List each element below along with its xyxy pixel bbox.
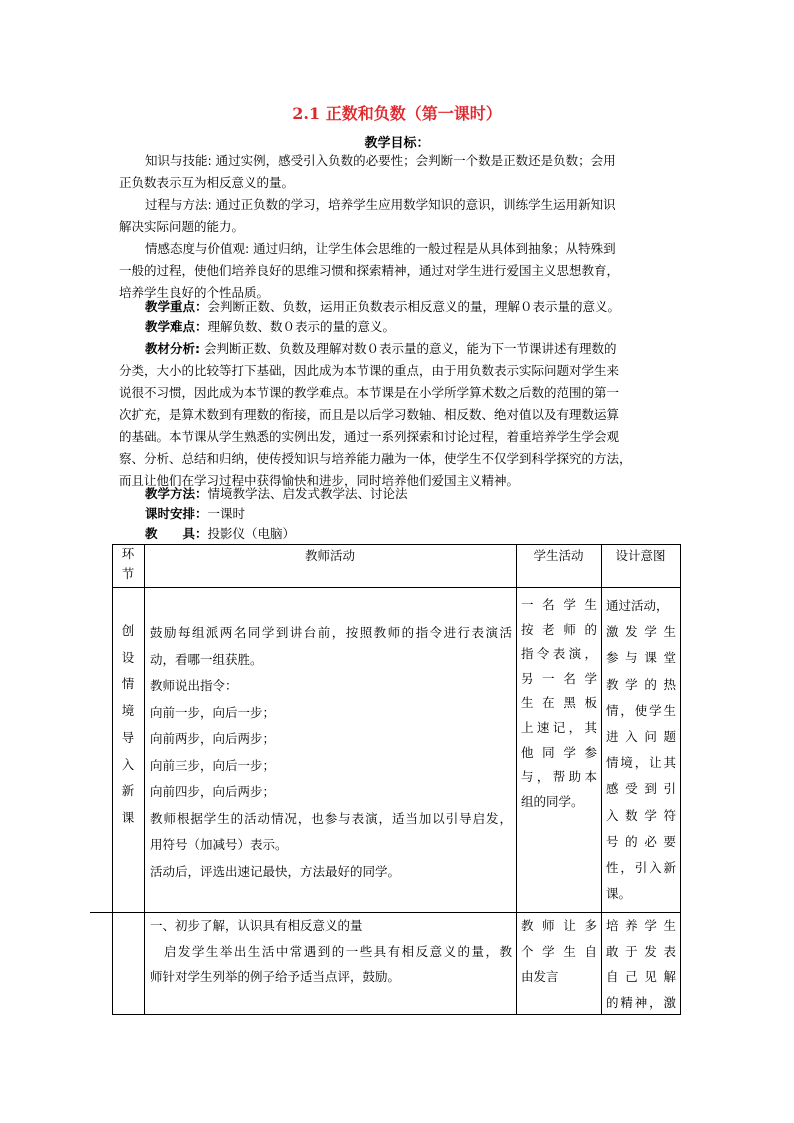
row1-design bbox=[606, 593, 676, 907]
row2-student bbox=[521, 913, 597, 990]
table-col-divider bbox=[516, 544, 517, 1015]
schedule-label: 课时安排： bbox=[145, 506, 208, 521]
class-schedule bbox=[145, 503, 245, 525]
student-line: 个学生自 bbox=[521, 943, 597, 959]
design-line: 号的必要 bbox=[606, 833, 676, 849]
teacher-line: 教师根据学生的活动情况，也参与表演，适当加以引导启发， bbox=[150, 810, 512, 826]
objective-process bbox=[119, 194, 677, 238]
teacher-line: 师针对学生列举的例子给予适当点评，鼓励。 bbox=[150, 969, 401, 984]
row1-student bbox=[521, 593, 597, 814]
design-line: 的精神，激 bbox=[606, 994, 676, 1010]
design-line: 激发学生 bbox=[606, 624, 676, 640]
design-line: 教学的热 bbox=[606, 676, 676, 692]
teacher-line: 活动后，评选出速记最快，方法最好的同学。 bbox=[150, 863, 401, 879]
table-col-divider bbox=[601, 544, 602, 1015]
difficulty bbox=[145, 316, 395, 338]
student-line: 由发言 bbox=[521, 969, 559, 984]
teacher-line: 鼓励每组派两名同学到讲台前，按照教师的指令进行表演活 bbox=[150, 625, 512, 640]
table-border-bottom bbox=[112, 1014, 681, 1015]
schedule-text: 一课时 bbox=[207, 506, 246, 521]
design-line: 情，使学生 bbox=[606, 702, 676, 718]
analysis-line: 说很不习惯，因此成为本节课的教学难点。本节课是在小学所学算术数之后数的范围的第一 bbox=[119, 385, 620, 400]
stage-char: 新 bbox=[121, 783, 135, 799]
design-line: 通过活动， bbox=[606, 598, 669, 613]
design-line: 培养学生 bbox=[606, 918, 676, 933]
analysis-text: 会判断正数、负数及理解对数０表示量的意义，能为下一节课讲述有理数的 bbox=[200, 341, 617, 356]
design-line: 敢于发表 bbox=[606, 943, 676, 959]
objective-attitude bbox=[119, 238, 677, 304]
design-line: 性，引入新 bbox=[606, 860, 676, 876]
design-line: 参与课堂 bbox=[606, 650, 676, 666]
difficulty-text: 理解负数、数０表示的量的意义。 bbox=[207, 319, 396, 334]
stage-char: 情 bbox=[121, 676, 135, 692]
row2-design bbox=[606, 913, 676, 1015]
design-line: 感受到引 bbox=[606, 781, 676, 797]
student-line: 按老师的 bbox=[521, 621, 597, 637]
stage-char: 境 bbox=[121, 703, 135, 719]
design-line: 自己见解 bbox=[606, 969, 676, 984]
objective-line: 过程与方法: 通过正负数的学习，培养学生应用数学知识的意识，训练学生运用新知识 bbox=[145, 197, 616, 212]
teacher-line: 动，看哪一组获胜。 bbox=[150, 651, 263, 667]
table-header-divider bbox=[112, 587, 681, 588]
student-line: 另一名学 bbox=[521, 670, 597, 686]
objective-line: 一般的过程，使他们培养良好的思维习惯和探索精神，通过对学生进行爱国主义思想教育， bbox=[119, 263, 620, 278]
row1-teacher bbox=[150, 620, 512, 885]
method-text: 情境教学法、启发式教学法、讨论法 bbox=[207, 486, 408, 501]
design-line: 课。 bbox=[606, 886, 632, 902]
stage-char: 导 bbox=[121, 729, 135, 745]
teacher-line: 向前三步，向后一步； bbox=[150, 757, 276, 773]
stage-char: 设 bbox=[121, 649, 135, 665]
student-line: 一名学生 bbox=[521, 597, 597, 612]
header-stage bbox=[118, 544, 138, 584]
table-col-divider bbox=[144, 544, 145, 1015]
method-label: 教学方法： bbox=[145, 486, 208, 501]
row2-teacher bbox=[150, 913, 512, 990]
key-point bbox=[145, 296, 620, 318]
tools-label: 教 具： bbox=[145, 526, 208, 541]
key-point-text: 会判断正数、负数，运用正负数表示相反意义的量，理解０表示量的意义。 bbox=[207, 299, 621, 314]
teacher-line: 一、初步了解，认识具有相反意义的量 bbox=[150, 918, 363, 933]
material-analysis bbox=[119, 338, 677, 492]
student-line: 教师让多 bbox=[521, 918, 597, 933]
stage-char: 创 bbox=[121, 623, 135, 638]
design-line: 进入问题 bbox=[606, 729, 676, 745]
design-line: 情境，让其 bbox=[606, 755, 676, 771]
document-title: 2.1 正数和负数（第一课时） bbox=[292, 104, 502, 123]
analysis-line-first bbox=[119, 338, 677, 360]
analysis-line: 的基础。本节课从学生熟悉的实例出发，通过一系列探索和讨论过程，着重培养学生学会观 bbox=[119, 429, 620, 444]
header-design: 设计意图 bbox=[615, 548, 666, 563]
objective-line: 培养学生良好的个性品质。 bbox=[119, 285, 270, 300]
teacher-line: 向前两步，向后两步； bbox=[150, 731, 276, 746]
objectives-heading: 教学目标： bbox=[364, 136, 430, 151]
analysis-line: 分类，大小的比较等打下基础，因此成为本节课的重点，由于用负数表示实际问题对学生来 bbox=[119, 363, 620, 378]
student-line: 上速记，其 bbox=[521, 719, 597, 735]
difficulty-label: 教学难点： bbox=[145, 319, 208, 334]
student-line: 他同学参 bbox=[521, 744, 597, 760]
analysis-line: 而且让他们在学习过程中获得愉快和进步，同时培养他们爱国主义精神。 bbox=[119, 473, 520, 488]
teacher-line: 向前四步，向后两步； bbox=[150, 784, 276, 799]
header-stage-char: 节 bbox=[121, 566, 135, 581]
header-student: 学生活动 bbox=[533, 548, 584, 563]
stage-char: 课 bbox=[121, 809, 135, 825]
teacher-line: 用符号（加减号）表示。 bbox=[150, 837, 288, 852]
student-line: 生在黑板 bbox=[521, 695, 597, 711]
row1-stage bbox=[118, 618, 138, 832]
teacher-line: 向前一步，向后一步； bbox=[150, 704, 276, 720]
objective-line: 知识与技能: 通过实例，感受引入负数的必要性；会判断一个数是正数还是负数；会用 bbox=[145, 153, 616, 168]
tools-text: 投影仪（电脑） bbox=[207, 526, 296, 541]
student-line: 组的同学。 bbox=[521, 793, 584, 809]
teacher-line: 教师说出指令： bbox=[150, 678, 238, 693]
objective-knowledge bbox=[119, 150, 677, 194]
table-border-right bbox=[680, 544, 681, 1015]
table-border-left bbox=[112, 544, 113, 1015]
teaching-method bbox=[145, 483, 408, 505]
teacher-line: 启发学生举出生活中常遇到的一些具有相反意义的量，教 bbox=[150, 943, 512, 959]
analysis-line: 次扩充，是算术数到有理数的衔接，而且是以后学习数轴、相反数、绝对值以及有理数运算 bbox=[119, 407, 620, 422]
analysis-line: 察、分析、总结和归纳，使传授知识与培养能力融为一体，使学生不仅学到科学探究的方法， bbox=[119, 451, 632, 466]
analysis-label: 教材分析: bbox=[145, 341, 200, 356]
objective-line: 正负数表示互为相反意义的量。 bbox=[119, 175, 295, 190]
teaching-tools bbox=[145, 523, 295, 545]
objective-line: 解决实际问题的能力。 bbox=[119, 219, 245, 234]
header-teacher: 教师活动 bbox=[304, 548, 355, 563]
objective-line: 情感态度与价值观: 通过归纳，让学生体会思维的一般过程是从具体到抽象；从特殊到 bbox=[145, 241, 616, 256]
header-stage-char: 环 bbox=[121, 546, 135, 561]
stage-char: 入 bbox=[121, 756, 135, 772]
design-line: 入数学符 bbox=[606, 807, 676, 823]
key-point-label: 教学重点： bbox=[145, 299, 208, 314]
student-line: 指令表演， bbox=[521, 646, 597, 662]
student-line: 与，帮助本 bbox=[521, 769, 597, 785]
